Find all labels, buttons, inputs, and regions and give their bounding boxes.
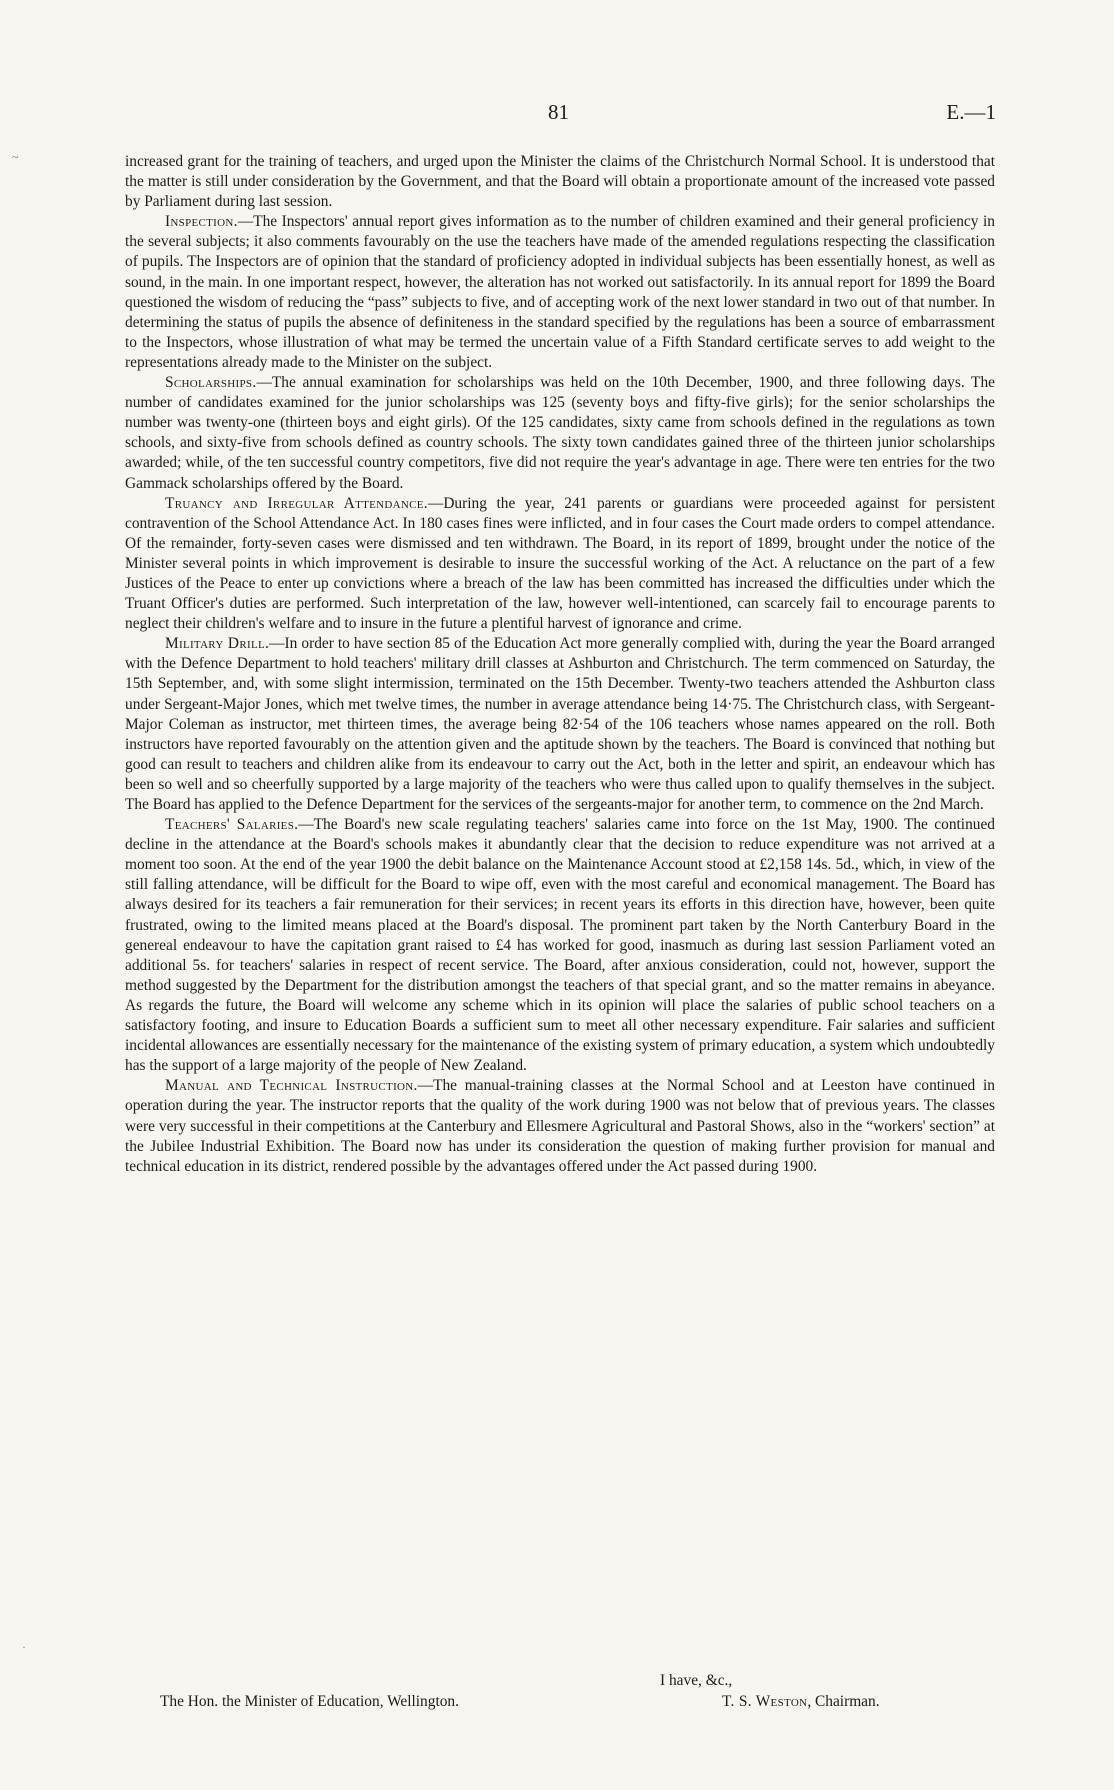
addressee: The Hon. the Minister of Education, Wellington. <box>160 1693 459 1710</box>
paragraph-text: —The manual-training classes at the Normal School and at Leeston have continued in operation during the year. The instructor reports that the quality of the work during 1900 was not below that of previous years. The classes were very successful in their competitions at the Canterbury and Ellesmere Agricultural and Pastoral Shows, also in the “workers' section” at the Jubilee Industrial Exhibition. The Board now has under its consideration the question of making further provision for manual and technical education in its district, rendered possible by the advantages offered under the Act passed during 1900. <box>125 1077 995 1175</box>
margin-mark: ~ <box>12 150 19 164</box>
paragraph-military-drill <box>125 634 995 815</box>
section-heading: Scholarships. <box>165 374 257 392</box>
section-heading: Teachers' Salaries. <box>165 816 299 834</box>
paragraph-text: increased grant for the training of teachers, and urged upon the Minister the claims of the Christchurch Normal School. It is understood that the matter is still under consideration by the Government, and that the Board will obtain a proportionate amount of the increased vote passed by Parliament during last session. <box>125 153 995 211</box>
margin-mark: · <box>22 1640 26 1654</box>
page-number: 81 <box>548 100 569 124</box>
signatory-title: , Chairman. <box>807 1693 880 1710</box>
paragraph-text: —The Inspectors' annual report gives information as to the number of children examined and their general proficiency in the several subjects; it also comments favourably on the use the teachers have made of the amended regulations respecting the classification of pupils. The Inspectors are of opinion that the standard of proficiency adopted in individual subjects has been essentially honest, as well as sound, in the main. In one important respect, however, the alteration has not worked out satisfactorily. In its annual report for 1899 the Board questioned the wisdom of reducing the “pass” subjects to five, and of accepting work of the next lower standard in two out of that number. In determining the status of pupils the absence of definiteness in the standard specified by the regulations has been a source of embarrassment to the Inspectors, whose illustration of what may be termed the uncertain value of a Fifth Standard certificate serves to add weight to the representations already made to the Minister on the subject. <box>125 213 995 371</box>
paragraph-manual-instruction <box>125 1076 995 1176</box>
section-heading: Military Drill. <box>165 635 270 653</box>
valediction: I have, &c., <box>660 1672 733 1689</box>
section-heading: Truancy and Irregular Attendance. <box>165 494 428 512</box>
section-heading: Manual and Technical Instruction. <box>165 1077 418 1095</box>
paragraph-truancy <box>125 494 995 635</box>
paragraph-text: —The annual examination for scholarships was held on the 10th December, 1900, and three following days. The number of candidates examined for the junior scholarships was 125 (seventy boys and fifty-five girls); for the senior scholarships the number was twenty-one (thirteen boys and eight girls). Of the 125 candidates, sixty came from schools defined in the regulations as town schools, and sixty-five from schools defined as country schools. The sixty town candidates gained three of the thirteen junior scholarships awarded; while, of the ten successful country competitors, five did not require the year's advantage in age. There were ten entries for the two Gammack scholarships offered by the Board. <box>125 374 995 492</box>
paragraph-text: —The Board's new scale regulating teachers' salaries came into force on the 1st May, 1900. The continued decline in the attendance at the Board's schools makes it abundantly clear that the decision to reduce expenditure was not arrived at a moment too soon. At the end of the year 1900 the debit balance on the Maintenance Account stood at £2,158 14s. 5d., which, in view of the still falling attendance, will be difficult for the Board to wipe off, even with the most careful and economical management. The Board has always desired for its teachers a fair remuneration for their services; in recent years its efforts in this direction have, however, been quite frustrated, owing to the limited means placed at the Board's disposal. The prominent part taken by the North Canterbury Board in the genereal endeavour to have the capitation grant raised to £4 has worked for good, inasmuch as during last session Parliament voted an additional 5s. for teachers' salaries in respect of recent service. The Board, after anxious consideration, could not, however, support the method suggested by the Department for the distribution amongst the teachers of that special grant, and so the matter remains in abeyance. As regards the future, the Board will welcome any scheme which in its opinion will place the salaries of public school teachers on a satisfactory footing, and insure to Education Boards a sufficient sum to meet all other necessary expenditure. Fair salaries and sufficient incidental allowances are essentially necessary for the maintenance of the existing system of primary education, a system which undoubtedly has the support of a large majority of the people of New Zealand. <box>125 816 995 1075</box>
signature-line <box>722 1693 880 1711</box>
section-heading: Inspection. <box>165 213 238 231</box>
document-code: E.—1 <box>946 100 996 124</box>
paragraph-text: —In order to have section 85 of the Education Act more generally complied with, during the year the Board arranged with the Defence Department to hold teachers' military drill classes at Ashburton and Christchurch. The term commenced on Saturday, the 15th September, and, with some slight intermission, terminated on the 15th December. Twenty-two teachers attended the Ashburton class under Sergeant-Major Jones, which met twelve times, the number in average attendance being 14·75. The Christchurch class, with Sergeant-Major Coleman as instructor, met thirteen times, the average being 82·54 of the 106 teachers whose names appeared on the roll. Both instructors have reported favourably on the attention given and the aptitude shown by the teachers. The Board is convinced that nothing but good can result to teachers and children alike from its endeavour to carry out the Act, both in the letter and spirit, an endeavour which has been so well and so cheerfully supported by a large majority of the teachers who were thus called upon to qualify themselves in the subject. The Board has applied to the Defence Department for the services of the sergeants-major for another term, to commence on the 2nd March. <box>125 635 995 813</box>
paragraph-inspection <box>125 212 995 373</box>
paragraph-intro <box>125 152 995 212</box>
signatory-name: T. S. Weston <box>722 1693 808 1710</box>
paragraph-text: —During the year, 241 parents or guardians were proceeded against for persistent contravention of the School Attendance Act. In 180 cases fines were inflicted, and in four cases the Court made orders to compel attendance. Of the remainder, forty-seven cases were dismissed and ten withdrawn. The Board, in its report of 1899, brought under the notice of the Minister several points in which improvement is desirable to insure the successful working of the Act. A reluctance on the part of a few Justices of the Peace to enter up convictions where a breach of the law has been committed has increased the difficulties under which the Truant Officer's duties are performed. Such interpretation of the law, however well-intentioned, can scarcely fail to encourage parents to neglect their children's welfare and to insure in the future a plentiful harvest of ignorance and crime. <box>125 494 995 633</box>
paragraph-teachers-salaries <box>125 815 995 1076</box>
paragraph-scholarships <box>125 373 995 494</box>
report-body <box>125 152 995 1177</box>
